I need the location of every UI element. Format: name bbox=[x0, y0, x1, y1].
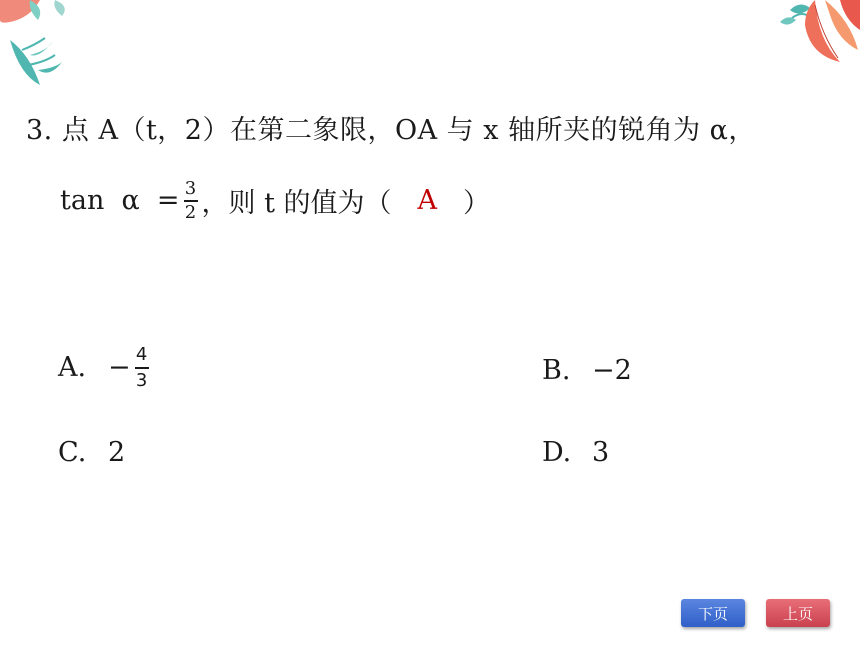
fraction-numerator: 3 bbox=[184, 178, 197, 199]
option-c-letter: C. bbox=[58, 437, 87, 468]
option-c-value: 2 bbox=[108, 437, 126, 468]
option-b-letter: B. bbox=[542, 355, 571, 386]
fraction-denominator: 2 bbox=[184, 201, 197, 223]
option-d-letter: D. bbox=[542, 437, 572, 468]
option-b-value: −2 bbox=[592, 355, 632, 386]
option-c bbox=[58, 437, 125, 468]
question-number: 3. bbox=[26, 115, 53, 146]
option-a-letter: A. bbox=[58, 352, 87, 384]
fraction-bar bbox=[135, 367, 149, 369]
question-text-line-2: ，则 t 的值为（ bbox=[201, 188, 392, 220]
option-a-fraction bbox=[135, 346, 149, 390]
question-text-line-1: 点 A（t，2）在第二象限，OA 与 x 轴所夹的锐角为 α， bbox=[61, 115, 756, 146]
question-line-2 bbox=[60, 180, 490, 222]
closing-paren: ） bbox=[463, 188, 491, 220]
option-a-sign: − bbox=[108, 352, 131, 384]
answer-text: A bbox=[417, 185, 438, 217]
option-a-denominator: 3 bbox=[135, 369, 148, 391]
option-a bbox=[58, 346, 149, 390]
option-b bbox=[542, 355, 632, 386]
option-d bbox=[542, 437, 609, 468]
next-page-button[interactable]: 下页 bbox=[681, 599, 745, 627]
question-line-1 bbox=[26, 108, 756, 147]
leaf-decoration-icon bbox=[0, 0, 80, 95]
option-d-value: 3 bbox=[592, 437, 610, 468]
tan-expression: tan α = bbox=[60, 185, 180, 217]
previous-page-button[interactable]: 上页 bbox=[766, 599, 830, 627]
option-a-numerator: 4 bbox=[135, 344, 148, 365]
fraction-three-halves bbox=[184, 180, 198, 222]
leaf-decoration-icon bbox=[730, 0, 860, 70]
